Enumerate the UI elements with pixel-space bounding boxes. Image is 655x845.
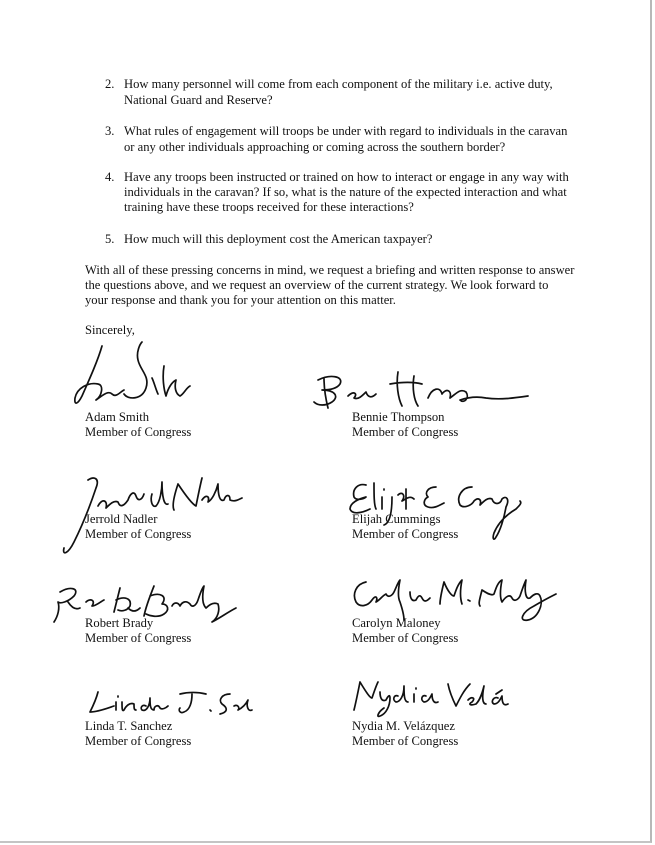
signature-adam-smith [68, 338, 198, 413]
signature-nydia-velazquez [350, 676, 512, 722]
closing-paragraph-line: With all of these pressing concerns in mind, we request a briefing and written response to answer [85, 263, 575, 277]
signatory-name: Jerrold Nadler [85, 512, 158, 526]
signatory-name: Nydia M. Velázquez [352, 719, 455, 733]
question-text-line: What rules of engagement will troops be under with regard to individuals in the caravan [124, 124, 568, 138]
question-text-line: How much will this deployment cost the American taxpayer? [124, 232, 433, 246]
signatory-name: Bennie Thompson [352, 410, 445, 424]
question-number: 3. [105, 124, 115, 138]
signature-linda-sanchez [88, 684, 253, 722]
signatory-name: Elijah Cummings [352, 512, 441, 526]
question-text-line: Have any troops been instructed or trained on how to interact or engage in any way with [124, 170, 569, 184]
signatory-title: Member of Congress [85, 527, 192, 541]
signatory-name: Carolyn Maloney [352, 616, 441, 630]
signatory-title: Member of Congress [85, 425, 192, 439]
question-number: 4. [105, 170, 115, 184]
question-text-line: individuals in the caravan? If so, what is the nature of the expected interaction and what [124, 185, 567, 199]
question-number: 2. [105, 77, 115, 91]
closing-paragraph-line: your response and thank you for your attention on this matter. [85, 293, 396, 307]
salutation: Sincerely, [85, 323, 135, 337]
signatory-title: Member of Congress [352, 734, 459, 748]
signatory-name: Robert Brady [85, 616, 154, 630]
signatory-title: Member of Congress [352, 631, 459, 645]
signatory-title: Member of Congress [352, 425, 459, 439]
signatory-name: Linda T. Sanchez [85, 719, 173, 733]
signatory-title: Member of Congress [85, 631, 192, 645]
signatory-title: Member of Congress [352, 527, 459, 541]
question-text-line: How many personnel will come from each component of the military i.e. active duty, [124, 77, 553, 91]
signatory-name: Adam Smith [85, 410, 150, 424]
question-number: 5. [105, 232, 115, 246]
signatory-title: Member of Congress [85, 734, 192, 748]
question-text-line: National Guard and Reserve? [124, 93, 273, 107]
question-text-line: or any other individuals approaching or coming across the southern border? [124, 140, 506, 154]
question-text-line: training have these troops received for these interactions? [124, 200, 414, 214]
closing-paragraph-line: the questions above, and we request an overview of the current strategy. We look forward to [85, 278, 549, 292]
